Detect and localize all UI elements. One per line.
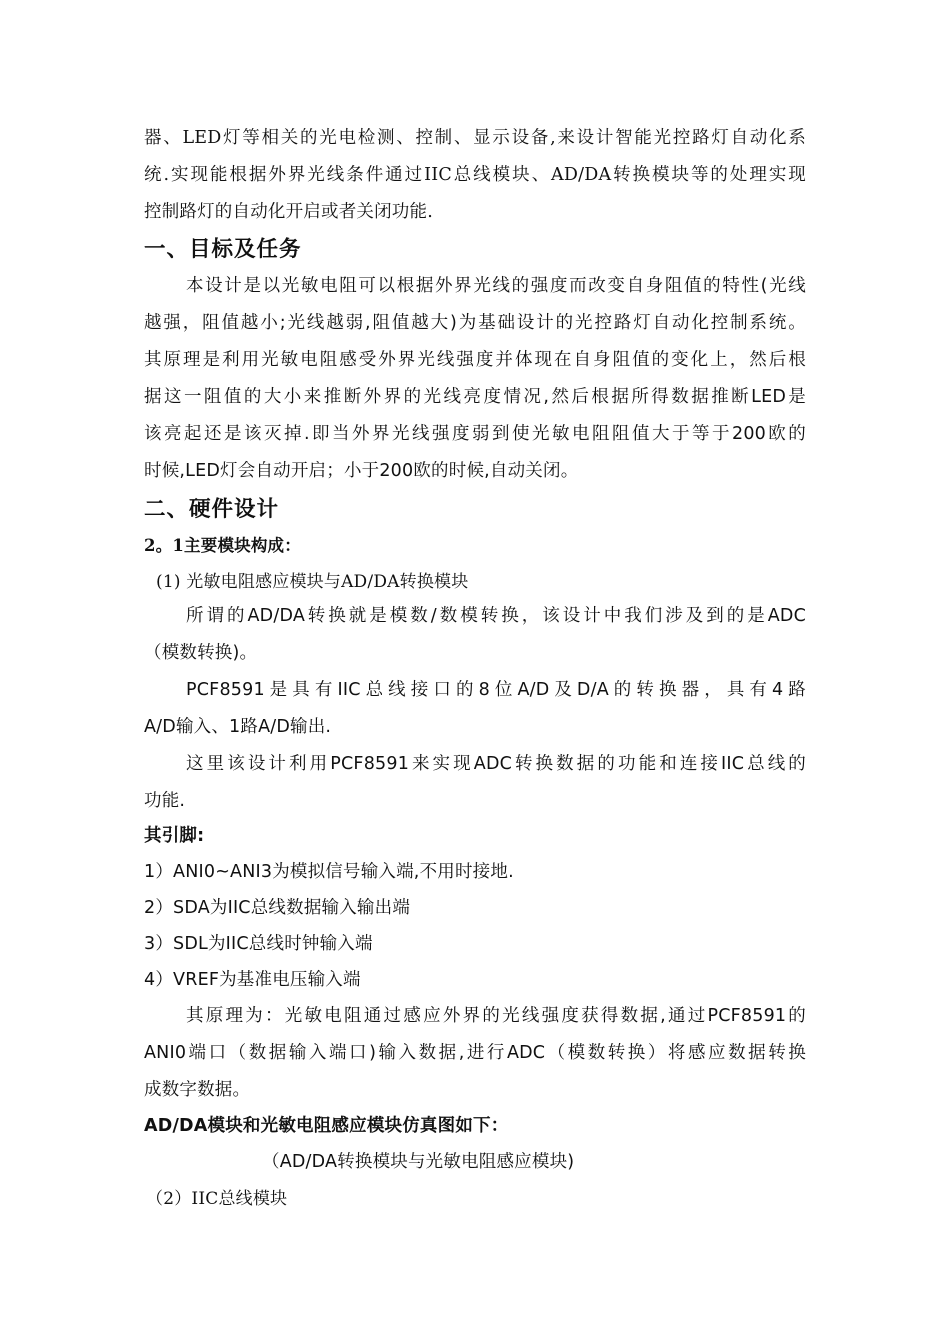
use-line-2: 功能. bbox=[144, 791, 186, 811]
principle-line-3: 成数字数据。 bbox=[144, 1080, 251, 1100]
pin-item-3: 3）SDL为IIC总线时钟输入端 bbox=[144, 934, 373, 954]
section-heading-hardware: 二、硬件设计 bbox=[144, 497, 280, 522]
pin-item-2: 2）SDA为IIC总线数据输入输出端 bbox=[144, 898, 411, 918]
simulation-label: AD/DA模块和光敏电阻感应模块仿真图如下： bbox=[144, 1116, 509, 1136]
module1-title: (1) 光敏电阻感应模块与AD/DA转换模块 bbox=[156, 572, 469, 592]
goals-line-1: 本设计是以光敏电阻可以根据外界光线的强度而改变自身阻值的特性(光线 bbox=[186, 276, 806, 296]
intro-line-1: 器、LED灯等相关的光电检测、控制、显示设备,来设计智能光控路灯自动化系 bbox=[144, 128, 806, 148]
intro-line-2: 统.实现能根据外界光线条件通过IIC总线模块、AD/DA转换模块等的处理实现 bbox=[144, 165, 806, 185]
adda-line-1: 所谓的AD/DA转换就是模数/数模转换，该设计中我们涉及到的是ADC bbox=[186, 606, 806, 626]
adda-line-2: （模数转换)。 bbox=[144, 643, 258, 663]
figure-caption: （AD/DA转换模块与光敏电阻感应模块) bbox=[262, 1152, 575, 1172]
pins-label: 其引脚: bbox=[144, 826, 205, 846]
intro-line-3: 控制路灯的自动化开启或者关闭功能. bbox=[144, 202, 433, 222]
goals-line-5: 该亮起还是该灭掉.即当外界光线强度弱到使光敏电阻阻值大于等于200欧的 bbox=[144, 424, 806, 444]
goals-line-6: 时候,LED灯会自动开启；小于200欧的时候,自动关闭。 bbox=[144, 461, 579, 481]
pin-item-4: 4）VREF为基准电压输入端 bbox=[144, 970, 361, 990]
subheading-modules: 2。1主要模块构成： bbox=[144, 536, 301, 555]
module2-title: （2）IIC总线模块 bbox=[146, 1189, 288, 1209]
use-line-1: 这里该设计利用PCF8591来实现ADC转换数据的功能和连接IIC总线的 bbox=[186, 754, 806, 774]
pin-item-1: 1）ANI0~ANI3为模拟信号输入端,不用时接地. bbox=[144, 862, 514, 882]
principle-line-1: 其原理为：光敏电阻通过感应外界的光线强度获得数据,通过PCF8591的 bbox=[186, 1006, 806, 1026]
pcf-line-2: A/D输入、1路A/D输出. bbox=[144, 717, 332, 737]
section-heading-goals: 一、目标及任务 bbox=[144, 237, 302, 262]
goals-line-2: 越强，阻值越小;光线越弱,阻值越大)为基础设计的光控路灯自动化控制系统。 bbox=[144, 313, 806, 333]
pcf-line-1: PCF8591是具有IIC总线接口的8位A/D及D/A的转换器，具有4路 bbox=[186, 680, 806, 700]
goals-line-4: 据这一阻值的大小来推断外界的光线亮度情况,然后根据所得数据推断LED是 bbox=[144, 387, 806, 407]
principle-line-2: ANI0端口（数据输入端口)输入数据,进行ADC（模数转换）将感应数据转换 bbox=[144, 1043, 806, 1063]
goals-line-3: 其原理是利用光敏电阻感受外界光线强度并体现在自身阻值的变化上，然后根 bbox=[144, 350, 806, 370]
